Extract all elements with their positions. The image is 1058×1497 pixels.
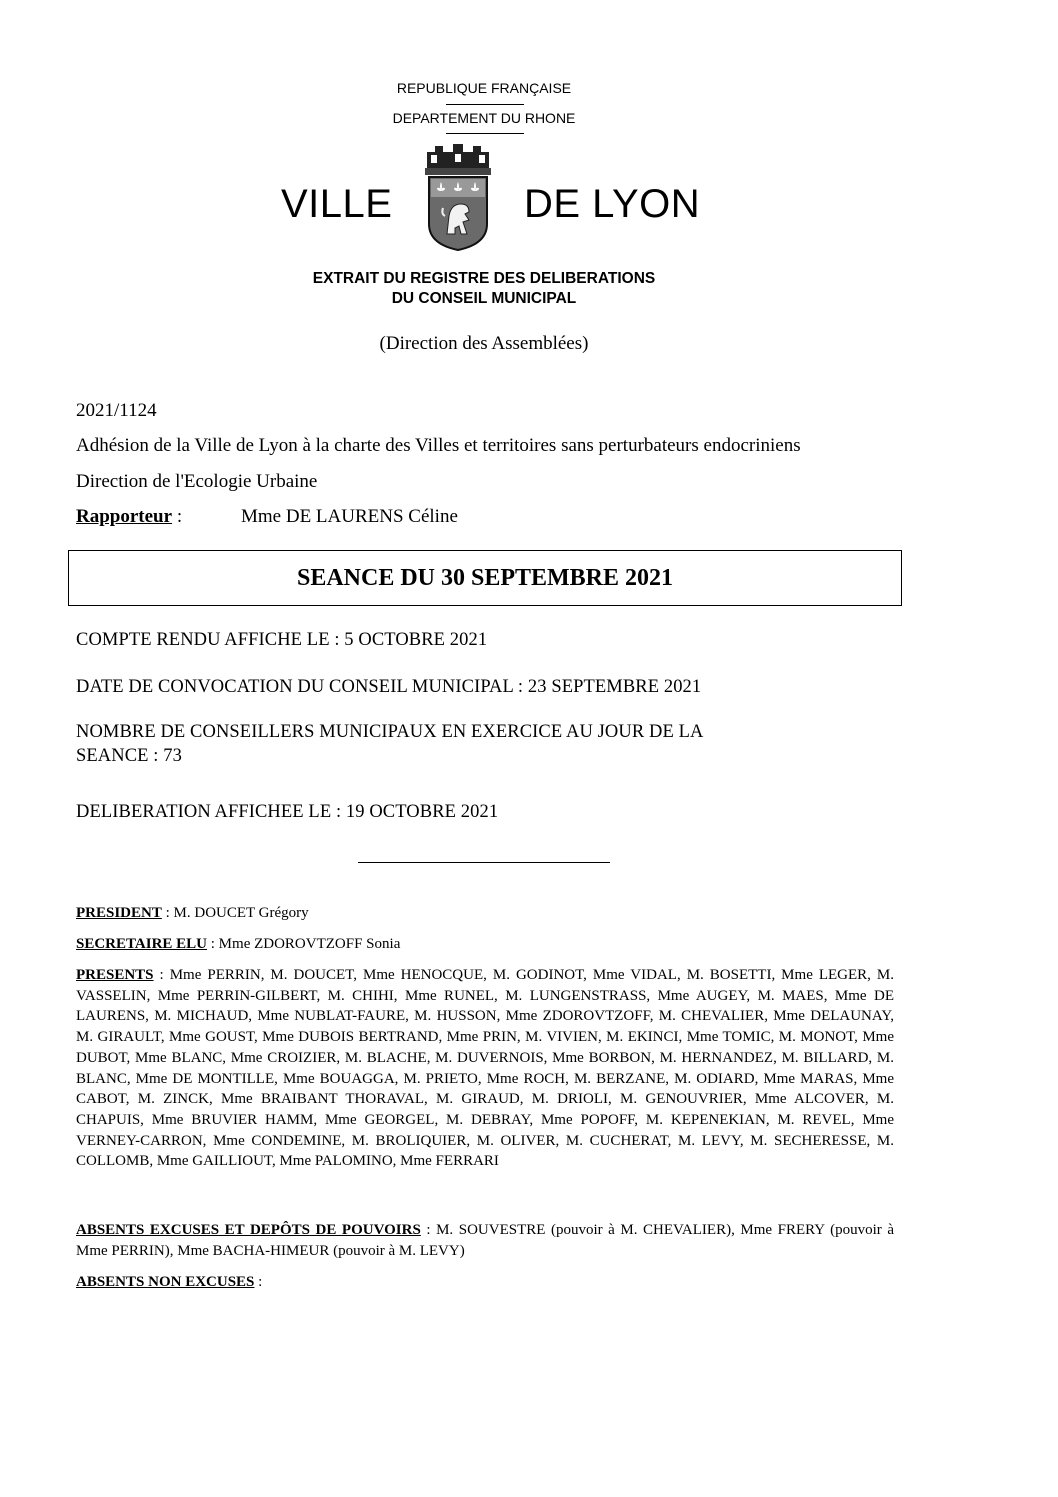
deliberation-subject: Adhésion de la Ville de Lyon à la charte des Villes et territoires sans perturbateurs endocriniens	[76, 435, 801, 456]
presents-label: PRESENTS	[76, 967, 154, 983]
nombre-conseillers-line1: NOMBRE DE CONSEILLERS MUNICIPAUX EN EXERCICE AU JOUR DE LA	[76, 722, 704, 742]
president-line	[76, 903, 894, 924]
city-name-right: DE LYON	[524, 182, 701, 226]
excuses-value: : M. SOUVESTRE (pouvoir à M. CHEVALIER), Mme FRERY (pouvoir à Mme PERRIN), Mme BACHA-HIMEUR (pouvoir à M. LEVY)	[76, 1222, 894, 1259]
non-excuses-label: ABSENTS NON EXCUSES	[76, 1274, 255, 1290]
extract-title-line1: EXTRAIT DU REGISTRE DES DELIBERATIONS	[312, 270, 656, 287]
president-label: PRESIDENT	[76, 905, 162, 921]
presents-value: : Mme PERRIN, M. DOUCET, Mme HENOCQUE, M. GODINOT, Mme VIDAL, M. BOSETTI, Mme LEGER, M. VASSELIN, Mme PERRIN-GILBERT, M. CHIHI, Mme RUNEL, M. LUNGENSTRASS, Mme AUGEY, M. MAES, Mme DE LAURENS, M. MICHAUD, Mme NUBLAT-FAURE, M. HUSSON, Mme ZDOROVTZOFF, M. CHEVALIER, Mme DELAUNAY, M. GIRAULT, Mme GOUST, Mme DUBOIS BERTRAND, Mme PRIN, M. VIVIEN, M. EKINCI, Mme TOMIC, M. MONOT, Mme DUBOT, Mme BLANC, Mme CROIZIER, M. BLACHE, M. DUVERNOIS, Mme BORBON, M. HERNANDEZ, M. BILLARD, M. BLANC, Mme DE MONTILLE, Mme BOUAGGA, M. PRIETO, Mme ROCH, M. BERZANE, M. ODIARD, Mme MARAS, Mme CABOT, M. ZINCK, Mme BRAIBANT THORAVAL, M. GIRAUD, M. DRIOLI, M. GENOUVRIER, Mme ALCOVER, M. CHAPUIS, Mme BRUVIER HAMM, Mme GEORGEL, M. DEBRAY, Mme POPOFF, M. KEPENEKIAN, M. REVEL, Mme VERNEY-CARRON, Mme CONDEMINE, M. BROLIQUIER, M. OLIVER, M. CUCHERAT, M. LEVY, M. SECHERESSE, M. COLLOMB, Mme GAILLIOUT, Mme PALOMINO, Mme FERRARI	[76, 967, 894, 1170]
deliberation-service: Direction de l'Ecologie Urbaine	[76, 471, 318, 492]
deliberation-number: 2021/1124	[76, 400, 157, 421]
non-excuses-line	[76, 1272, 894, 1293]
rapporteur-label: Rapporteur	[76, 506, 173, 527]
deliberation-affichee-line: DELIBERATION AFFICHEE LE : 19 OCTOBRE 2021	[76, 802, 499, 822]
nombre-conseillers-line2: SEANCE : 73	[76, 746, 182, 766]
header-rule	[446, 133, 524, 134]
secretaire-label: SECRETAIRE ELU	[76, 936, 208, 952]
secretaire-value: : Mme ZDOROVTZOFF Sonia	[207, 936, 401, 952]
president-value: : M. DOUCET Grégory	[161, 905, 309, 921]
non-excuses-value: :	[254, 1274, 263, 1290]
lyon-coat-of-arms-icon	[413, 142, 503, 254]
seance-box	[68, 550, 902, 606]
rapporteur-separator: :	[172, 506, 183, 527]
city-name-left: VILLE	[281, 182, 393, 226]
presents-paragraph	[76, 965, 894, 1172]
rapporteur-name: Mme DE LAURENS Céline	[241, 506, 458, 527]
excuses-paragraph	[76, 1220, 894, 1261]
rapporteur-row	[76, 506, 182, 528]
compte-rendu-line: COMPTE RENDU AFFICHE LE : 5 OCTOBRE 2021	[76, 630, 488, 650]
direction-label: (Direction des Assemblées)	[379, 333, 589, 354]
republic-label: REPUBLIQUE FRANÇAISE	[396, 80, 572, 96]
extract-title-line2: DU CONSEIL MUNICIPAL	[391, 290, 577, 307]
header-rule	[446, 104, 524, 105]
section-divider	[358, 862, 610, 863]
convocation-line: DATE DE CONVOCATION DU CONSEIL MUNICIPAL : 23 SEPTEMBRE 2021	[76, 677, 702, 697]
seance-title: SEANCE DU 30 SEPTEMBRE 2021	[296, 565, 674, 591]
excuses-label: ABSENTS EXCUSES ET DEPÔTS DE POUVOIRS	[76, 1222, 421, 1238]
department-label: DEPARTEMENT DU RHONE	[392, 110, 576, 126]
secretaire-line	[76, 934, 894, 955]
